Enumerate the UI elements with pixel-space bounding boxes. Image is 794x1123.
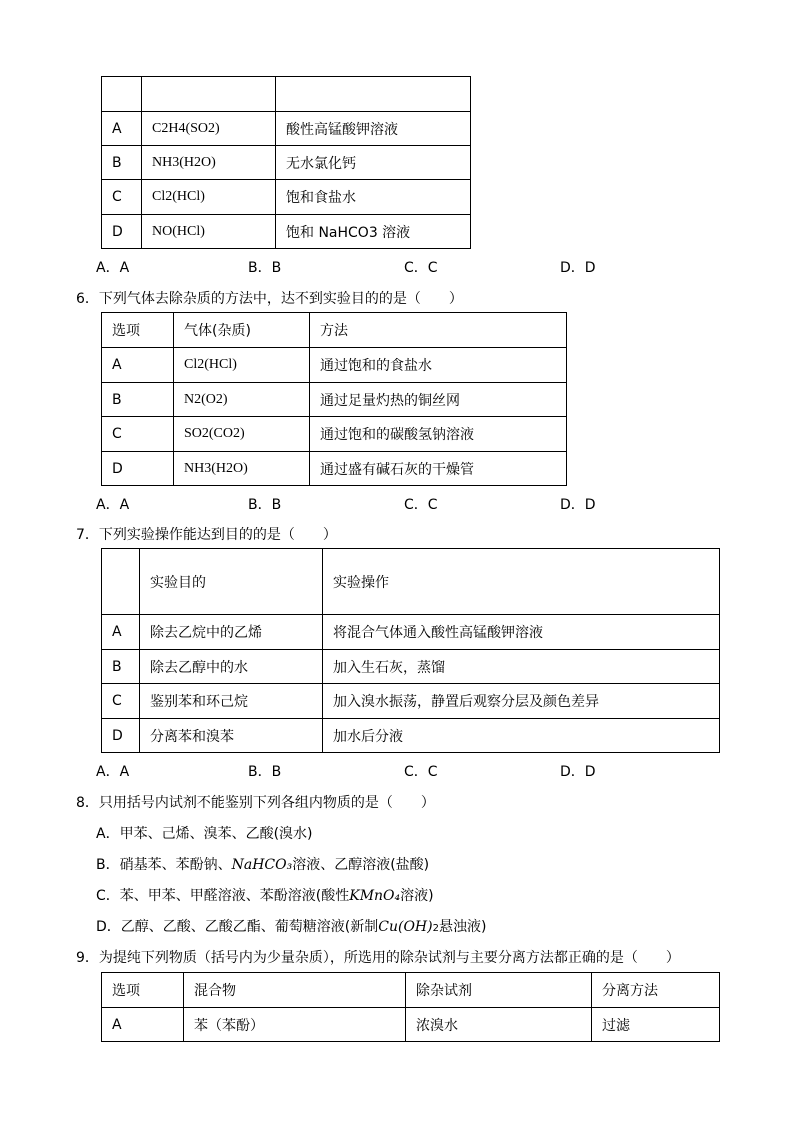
table-cell [102, 77, 142, 112]
q5-options [96, 257, 656, 277]
q7-options [96, 761, 656, 781]
option-d[interactable]: D．D [560, 764, 596, 780]
table-cell: 苯（苯酚） [184, 1008, 406, 1042]
table-header-cell: 方法 [310, 313, 567, 348]
option-c[interactable]: C．C [404, 497, 438, 513]
q7-table [101, 548, 720, 753]
table-cell: 将混合气体通入酸性高锰酸钾溶液 [323, 615, 720, 650]
option-text: 悬浊液) [438, 919, 487, 935]
option-b[interactable]: B．B [248, 497, 282, 513]
table-cell: NO(HCl) [142, 215, 276, 249]
table-cell: B [102, 146, 142, 180]
table-cell: 浓溴水 [406, 1008, 592, 1042]
table-row [102, 973, 720, 1008]
option-text: 溶液) [400, 888, 434, 904]
option-b[interactable]: B．B [248, 260, 282, 276]
table-header-cell: 除杂试剂 [406, 973, 592, 1008]
table-cell: 通过盛有碱石灰的干燥管 [310, 452, 567, 486]
q7-stem: 7．下列实验操作能达到目的的是（ ） [76, 527, 337, 543]
table-cell: 通过饱和的碳酸氢钠溶液 [310, 417, 567, 452]
table-header-cell: 实验目的 [140, 549, 323, 615]
q5-table [101, 76, 471, 249]
table-cell: B [102, 383, 174, 417]
table-cell: Cl2(HCl) [142, 180, 276, 215]
table-cell: C [102, 180, 142, 215]
option-text: B．硝基苯、苯酚钠、 [96, 857, 232, 873]
table-cell: D [102, 719, 140, 753]
formula: KMnO₄ [349, 888, 401, 904]
table-row [102, 650, 720, 684]
table-row [102, 383, 567, 417]
option-c[interactable]: C．C [404, 764, 438, 780]
formula: NaHCO₃ [231, 857, 293, 873]
q9-table [101, 972, 720, 1042]
table-header-cell: 选项 [102, 973, 184, 1008]
table-cell: 酸性高锰酸钾溶液 [276, 112, 471, 146]
table-cell: 除去乙烷中的乙烯 [140, 615, 323, 650]
table-header-cell: 实验操作 [323, 549, 720, 615]
q6-stem: 6．下列气体去除杂质的方法中，达不到实验目的的是（ ） [76, 291, 463, 307]
option-text: C．苯、甲苯、甲醛溶液、苯酚溶液(酸性 [96, 888, 350, 904]
table-row [102, 180, 471, 215]
table-cell: 加水后分液 [323, 719, 720, 753]
table-row [102, 549, 720, 615]
subscript: 2 [432, 923, 439, 934]
table-cell: Cl2(HCl) [174, 348, 310, 383]
table-cell: 加入生石灰，蒸馏 [323, 650, 720, 684]
table-cell: A [102, 615, 140, 650]
q9-stem: 9．为提纯下列物质（括号内为少量杂质），所选用的除杂试剂与主要分离方法都正确的是（ ） [76, 950, 680, 966]
table-cell: A [102, 1008, 184, 1042]
table-cell: 过滤 [592, 1008, 720, 1042]
table-cell: 通过足量灼热的铜丝网 [310, 383, 567, 417]
option-b[interactable]: B．B [248, 764, 282, 780]
formula: C2H4(SO2) [152, 120, 220, 136]
table-cell: 饱和 NaHCO3 溶液 [276, 215, 471, 249]
table-header-cell: 混合物 [184, 973, 406, 1008]
table-cell: 鉴别苯和环己烷 [140, 684, 323, 719]
table-row [102, 348, 567, 383]
option-a[interactable]: A．A [96, 497, 130, 513]
table-row [102, 615, 720, 650]
table-header-cell: 气体(杂质) [174, 313, 310, 348]
option-d[interactable]: D．D [560, 260, 596, 276]
table-header-cell [102, 549, 140, 615]
formula: Cu(OH) [378, 919, 433, 935]
table-header-cell: 分离方法 [592, 973, 720, 1008]
option-text: 溶液、乙醇溶液(盐酸) [292, 857, 430, 873]
table-cell: A [102, 348, 174, 383]
table-cell: 分离苯和溴苯 [140, 719, 323, 753]
table-row [102, 215, 471, 249]
table-cell: C [102, 417, 174, 452]
option-d[interactable]: D．D [560, 497, 596, 513]
table-cell: D [102, 452, 174, 486]
table-row [102, 417, 567, 452]
table-row [102, 452, 567, 486]
q8-option-b[interactable] [96, 854, 429, 874]
table-row [102, 77, 471, 112]
table-cell: A [102, 112, 142, 146]
table-cell: B [102, 650, 140, 684]
q8-option-d[interactable] [96, 916, 486, 936]
table-row [102, 684, 720, 719]
table-cell: 加入溴水振荡，静置后观察分层及颜色差异 [323, 684, 720, 719]
table-row [102, 112, 471, 146]
table-cell: 除去乙醇中的水 [140, 650, 323, 684]
table-row [102, 1008, 720, 1042]
table-cell [142, 77, 276, 112]
table-cell: N2(O2) [174, 383, 310, 417]
table-cell [142, 112, 276, 146]
table-cell: 饱和食盐水 [276, 180, 471, 215]
table-cell: SO2(CO2) [174, 417, 310, 452]
option-a[interactable]: A．A [96, 260, 130, 276]
table-cell: C [102, 684, 140, 719]
table-cell: 无水氯化钙 [276, 146, 471, 180]
q8-option-c[interactable] [96, 885, 434, 905]
q8-stem: 8．只用括号内试剂不能鉴别下列各组内物质的是（ ） [76, 795, 435, 811]
table-row [102, 313, 567, 348]
q8-option-a[interactable]: A．甲苯、己烯、溴苯、乙酸(溴水) [96, 826, 313, 842]
table-cell: NH3(H2O) [142, 146, 276, 180]
option-a[interactable]: A．A [96, 764, 130, 780]
q6-table [101, 312, 567, 486]
option-text: D．乙醇、乙酸、乙酸乙酯、葡萄糖溶液(新制 [96, 919, 379, 935]
table-cell: D [102, 215, 142, 249]
option-c[interactable]: C．C [404, 260, 438, 276]
table-cell: NH3(H2O) [174, 452, 310, 486]
table-row [102, 146, 471, 180]
q6-options [96, 494, 656, 514]
table-row [102, 719, 720, 753]
table-header-cell: 选项 [102, 313, 174, 348]
table-cell: 通过饱和的食盐水 [310, 348, 567, 383]
table-cell [276, 77, 471, 112]
